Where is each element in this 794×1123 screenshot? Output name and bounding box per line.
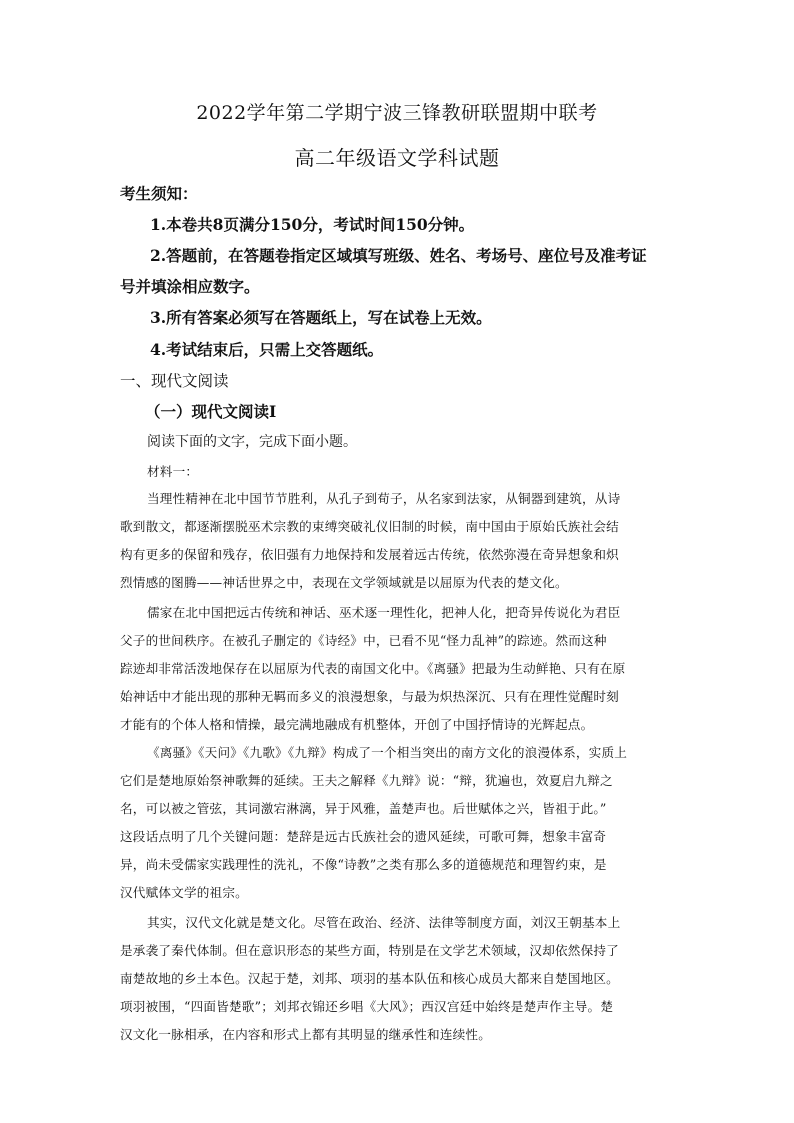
paragraph-line: 歌到散文，都逐渐摆脱巫术宗教的束缚突破礼仪旧制的时候，南中国由于原始氏族社会结 [120, 519, 619, 534]
notice-item: 2.答题前，在答题卷指定区域填写班级、姓名、考场号、座位号及准考证 [150, 246, 647, 265]
paragraph-line: 这段话点明了几个关键问题：楚辞是远古氏族社会的遗风延续，可歌可舞，想象丰富奇 [120, 829, 607, 844]
section-subheading: （一）现代文阅读Ⅰ [145, 402, 277, 421]
paragraph-line: 《离骚》《天问》《九歌》《九辩》构成了一个相当突出的南方文化的浪漫体系，实质上 [147, 745, 628, 760]
paragraph-line: 始神话中才能出现的那种无羁而多义的浪漫想象，与最为炽热深沉、只有在理性觉醒时刻 [120, 689, 619, 704]
paragraph-line: 构有更多的保留和残存，依旧强有力地保持和发展着远古传统，依然弥漫在奇异想象和炽 [120, 547, 619, 562]
page-title: 2022学年第二学期宁波三锋教研联盟期中联考 [196, 102, 598, 124]
paragraph-line: 项羽被围，“四面皆楚歌”；刘邦衣锦还乡唱《大风》；西汉宫廷中始终是楚声作主导。楚 [120, 999, 614, 1014]
paragraph-line: 踪迹却非常活泼地保存在以屈原为代表的南国文化中。《离骚》把最为生动鲜艳、只有在原 [120, 661, 626, 676]
paragraph-line: 汉代赋体文学的祖宗。 [120, 885, 248, 900]
material-label: 材料一： [147, 464, 199, 479]
page-subtitle: 高二年级语文学科试题 [294, 146, 500, 170]
paragraph-line: 是承袭了秦代体制。但在意识形态的某些方面，特别是在文学艺术领域，汉却依然保持了 [120, 943, 619, 958]
notice-item: 1.本卷共8页满分150分，考试时间150分钟。 [150, 215, 475, 234]
notice-item: 号并填涂相应数字。 [120, 277, 260, 296]
paragraph-line: 烈情感的图腾——神话世界之中，表现在文学领域就是以屈原为代表的楚文化。 [120, 575, 568, 590]
section-heading: 一、现代文阅读 [120, 372, 229, 390]
paragraph-line: 名，可以被之管弦，其词激宕淋漓，异于风雅，盖楚声也。后世赋体之兴，皆祖于此。” [120, 801, 607, 816]
notice-heading: 考生须知： [120, 184, 198, 203]
paragraph-line: 才能有的个体人格和情操，最完满地融成有机整体，开创了中国抒情诗的光辉起点。 [120, 717, 594, 732]
notice-item: 4.考试结束后，只需上交答题纸。 [150, 340, 384, 359]
paragraph-line: 当理性精神在北中国节节胜利，从孔子到荀子，从名家到法家，从铜器到建筑，从诗 [147, 491, 621, 506]
notice-item: 3.所有答案必须写在答题纸上，写在试卷上无效。 [150, 308, 492, 327]
paragraph-line: 它们是楚地原始祭神歌舞的延续。王夫之解释《九辩》说：“辩，犹遍也，效夏启九辩之 [120, 773, 613, 788]
paragraph-line: 儒家在北中国把远古传统和神话、巫术逐一理性化，把神人化，把奇异传说化为君臣 [147, 605, 621, 620]
paragraph-line: 汉文化一脉相承，在内容和形式上都有其明显的继承性和连续性。 [120, 1027, 492, 1042]
instruction-text: 阅读下面的文字，完成下面小题。 [147, 434, 357, 450]
paragraph-line: 南楚故地的乡土本色。汉起于楚，刘邦、项羽的基本队伍和核心成员大都来自楚国地区。 [120, 971, 619, 986]
paragraph-line: 父子的世间秩序。在被孔子删定的《诗经》中，已看不见“怪力乱神”的踪迹。然而这种 [120, 633, 607, 648]
paragraph-line: 异，尚未受儒家实践理性的洗礼，不像“诗教”之类有那么多的道德规范和理智约束，是 [120, 857, 607, 872]
paragraph-line: 其实，汉代文化就是楚文化。尽管在政治、经济、法律等制度方面，刘汉王朝基本上 [147, 915, 621, 930]
